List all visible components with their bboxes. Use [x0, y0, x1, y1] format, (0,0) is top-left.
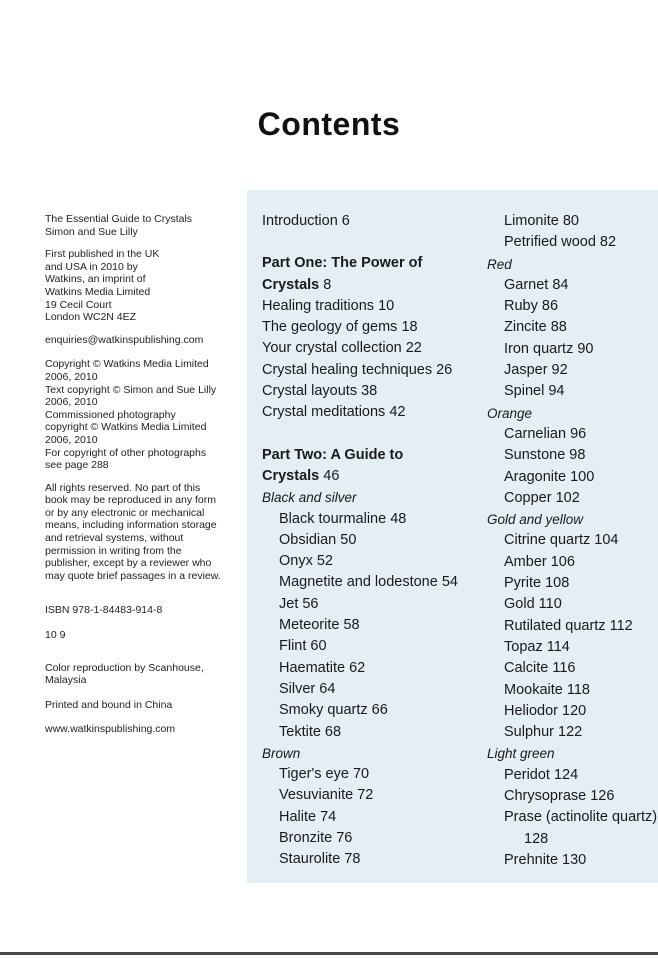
toc-entry[interactable]: Ruby 86 — [504, 298, 559, 315]
toc-column-left — [262, 211, 502, 871]
publisher-email: enquiries@watkinspublishing.com — [45, 333, 204, 346]
toc-entry[interactable]: Garnet 84 — [504, 276, 569, 293]
toc-entry[interactable]: Gold 110 — [504, 596, 562, 613]
category-light-green: Light green — [487, 746, 555, 762]
toc-entry[interactable]: Meteorite 58 — [279, 617, 360, 634]
toc-entry[interactable]: Aragonite 100 — [504, 468, 595, 485]
imprint-block — [45, 213, 245, 748]
part-one-heading[interactable]: Part One: The Power of — [262, 255, 423, 272]
toc-entry[interactable]: Topaz 114 — [504, 638, 570, 655]
toc-entry[interactable]: Bronzite 76 — [279, 830, 353, 847]
book-info: The Essential Guide to Crystals Simon and Sue Lilly — [45, 213, 193, 238]
printed-in: Printed and bound in China — [45, 698, 173, 711]
toc-entry[interactable]: Onyx 52 — [279, 553, 333, 570]
toc-entry[interactable]: Crystal layouts 38 — [262, 383, 378, 400]
page-title: Contents — [257, 106, 401, 142]
toc-entry[interactable]: Haematite 62 — [279, 659, 366, 676]
toc-entry[interactable]: Jet 56 — [279, 595, 319, 612]
toc-entry[interactable]: Petrified wood 82 — [504, 234, 617, 251]
toc-entry[interactable]: Tektite 68 — [279, 723, 342, 740]
printing-number: 10 9 — [45, 629, 66, 642]
category-black-silver: Black and silver — [262, 490, 357, 506]
publisher-info: First published in the UK and USA in 2010 by Watkins, an imprint of Watkins Media Limited 19 Cecil Court London WC2N 4EZ — [45, 248, 160, 324]
toc-entry[interactable]: Heliodor 120 — [504, 702, 587, 719]
toc-entry[interactable]: Chrysoprase 126 — [504, 788, 615, 805]
toc-entry[interactable]: Peridot 124 — [504, 766, 579, 783]
toc-entry-continuation[interactable]: 128 — [524, 830, 549, 847]
toc-entry[interactable]: Vesuvianite 72 — [279, 787, 374, 804]
toc-entry[interactable]: Zincite 88 — [504, 319, 567, 336]
toc-entry[interactable]: Limonite 80 — [504, 213, 579, 229]
toc-entry[interactable]: Amber 106 — [504, 553, 575, 570]
toc-entry[interactable]: Tiger's eye 70 — [279, 766, 370, 783]
toc-entry[interactable]: Prehnite 130 — [504, 851, 587, 868]
part-two-heading-cont[interactable]: Crystals 46 — [262, 467, 340, 484]
toc-entry[interactable]: Jasper 92 — [504, 362, 568, 379]
toc-entry[interactable]: Staurolite 78 — [279, 851, 361, 868]
toc-entry[interactable]: Sunstone 98 — [504, 447, 586, 464]
toc-entry[interactable]: Mookaite 118 — [504, 681, 590, 698]
toc-entry[interactable]: Crystal meditations 42 — [262, 404, 406, 421]
category-brown: Brown — [262, 745, 301, 761]
page-edge — [0, 952, 658, 955]
toc-entry[interactable]: Spinel 94 — [504, 383, 565, 400]
toc-entry[interactable]: Crystal healing techniques 26 — [262, 361, 453, 378]
website: www.watkinspublishing.com — [45, 723, 176, 736]
toc-entry[interactable]: Iron quartz 90 — [504, 340, 594, 357]
category-orange: Orange — [487, 405, 533, 421]
toc-entry[interactable]: Carnelian 96 — [504, 425, 587, 442]
toc-entry[interactable]: Obsidian 50 — [279, 531, 357, 548]
part-two-heading[interactable]: Part Two: A Guide to — [262, 446, 404, 463]
toc-entry[interactable]: The geology of gems 18 — [262, 319, 418, 336]
toc-entry[interactable]: Magnetite and lodestone 54 — [279, 574, 458, 591]
color-reproduction: Color reproduction by Scanhouse, Malaysia — [45, 661, 204, 687]
toc-entry[interactable]: Copper 102 — [504, 489, 580, 506]
toc-entry[interactable]: Rutilated quartz 112 — [504, 617, 633, 634]
toc-entry[interactable]: Citrine quartz 104 — [504, 532, 619, 549]
rights-notice: All rights reserved. No part of this book may be reproduced in any form or by any electronic or mechanical means, including information storage and retrieval systems, without permission in writing from the publisher, except by a reviewer who may quote brief passages in a review. — [45, 481, 221, 582]
copyright-info: Copyright © Watkins Media Limited 2006, 2010 Text copyright © Simon and Sue Lilly 2006, 2010 Commissioned photography copyright © Watkins Media Limited 2006, 2010 For copyright of other photographs see page 288 — [45, 358, 217, 472]
toc-column-right — [487, 211, 657, 871]
toc-entry[interactable]: Black tourmaline 48 — [279, 510, 407, 527]
toc-entry[interactable]: Prase (actinolite quartz) — [504, 809, 658, 826]
toc-entry[interactable]: Silver 64 — [279, 680, 336, 697]
toc-entry[interactable]: Flint 60 — [279, 638, 327, 655]
toc-entry[interactable]: Sulphur 122 — [504, 724, 583, 741]
toc-entry[interactable]: Healing traditions 10 — [262, 297, 395, 314]
toc-entry-introduction[interactable]: Introduction 6 — [262, 213, 350, 229]
category-gold-yellow: Gold and yellow — [487, 512, 584, 528]
toc-entry[interactable]: Smoky quartz 66 — [279, 702, 388, 719]
toc-entry[interactable]: Your crystal collection 22 — [262, 340, 422, 357]
isbn: ISBN 978-1-84483-914-8 — [45, 604, 163, 617]
toc-entry[interactable]: Halite 74 — [279, 808, 337, 825]
toc-entry[interactable]: Calcite 116 — [504, 660, 576, 677]
part-one-heading-cont[interactable]: Crystals 8 — [262, 276, 332, 293]
toc-entry[interactable]: Pyrite 108 — [504, 575, 570, 592]
category-red: Red — [487, 256, 512, 272]
